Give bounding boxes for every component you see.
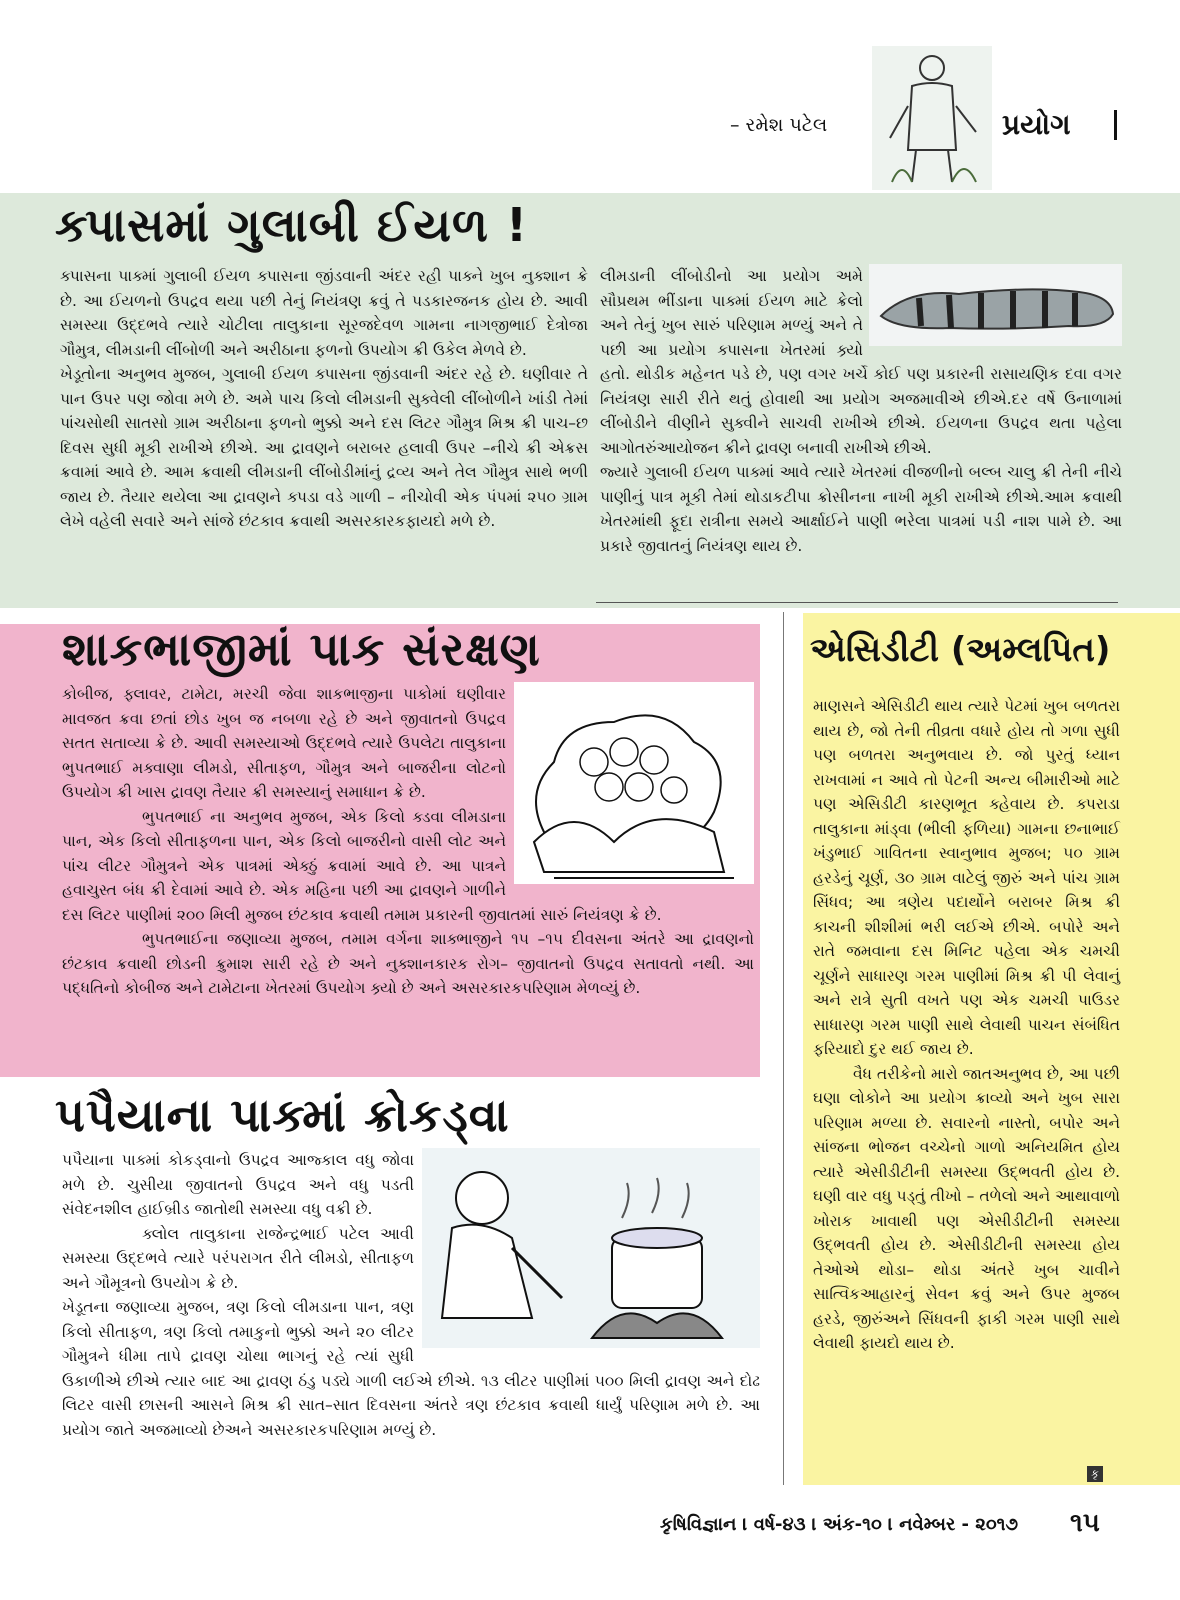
cauliflower-illustration [514, 682, 754, 884]
column-divider-vertical [783, 612, 784, 1485]
farmer-cooking-illustration [422, 1148, 760, 1348]
article-1-paragraph: જ્યારે ગુલાબી ઈયળ પાક્માં આવે ત્યારે ખેતરમાં વીજળીનો બલ્બ ચાલુ ક્રી તેની નીચે પાણીનું પાત્ર મૂકી તેમાં થોડાકટીપા ક્રોસીનના નાખી મૂકી રાખીએ છીએ.આમ ક્રવાથી ખેતરમાંથી ફૂદા રાત્રીના સમયે આર્ક્ષાઈને પાણી ભરેલા પાત્રમાં પડી નાશ પામે છે. આ પ્રકારે જીવાતનું નિયંત્રણ થાય છે. [600, 463, 1122, 555]
article-3-title: પપૈયાના પાક્માં ક્રોકડ્વા [55, 1088, 510, 1142]
article-2-paragraph: ભુપતભાઈના જણાવ્યા મુજબ, તમામ વર્ગના શાક્ભાજીને ૧૫ –૧૫ દીવસના અંતરે આ દ્રાવણનો છંટકાવ ક્રવાથી છોડની ક્રુમાશ સારી રહે છે અને નુક્શાનકારક રોગ– જીવાતનો ઉપદ્રવ સતાવતો નથી. આ પદ્ધતિનો કોબીજ અને ટામેટાના ખેતરમાં ઉપયોગ ક્ર્યો છે અને અસરકારકપરિણામ મેળવ્યું છે. [62, 930, 754, 997]
footer-publication-info: કૃષિવિજ્ઞાન । વર્ષ-૪૩ । અંક-૧૦ । નવેમ્બર - ૨૦૧૭ [660, 1514, 1019, 1535]
article-3-body [62, 1148, 760, 1442]
article-4-paragraph: માણસને એસિડીટી થાય ત્યારે પેટમાં ખુબ બળતરા થાય છે, જો તેની તીવ્રતા વધારે હોય તો ગળા સુધી પણ બળતરા અનુભવાય છે. જો પુરતું ધ્યાન રાખવામાં ન આવે તો પેટની અન્ય બીમારીઓ માટે પણ એસિડીટી કારણભૂત ક્હેવાય છે. ક્પરાડા તાલુકાના માંડ્વા (ભીલી ફળિયા) ગામના છનાભાઈ ખંડુભાઈ ગાવિતના સ્વાનુભાવ મુજબ; ૫૦ ગ્રામ હરડેનું ચૂર્ણ, ૩૦ ગ્રામ વાટેલું જીરું અને પાંચ ગ્રામ સિંધવ; આ ત્રણેય પદાર્થોને બરાબર મિશ્ર ક્રી કાચની શીશીમાં ભરી લઈએ છીએ. બપોરે અને રાતે જમવાના દસ મિનિટ પહેલા એક ચમચી ચૂર્ણને સાધારણ ગરમ પાણીમાં મિશ્ર ક્રી પી લેવાનું અને રાત્રે સુતી વખતે પણ એક ચમચી પાઉડર સાધારણ ગરમ પાણી સાથે લેવાથી પાચન સંબંધિત ફરિયાદો દુર થઈ જાય છે. [813, 697, 1120, 1058]
article-1-paragraph: લીમડાની લીંબોડીનો આ પ્રયોગ અમે સૌપ્રથમ ભીંડાના પાક્માં ઈયળ માટે ક્રેલો અને તેનું ખુબ સારું પરિણામ મળ્યું અને તે પછી આ પ્રયોગ ક્પાસના ખેતરમાં ક્ર્યો હતો. થોડીક મહેનત પડે છે, પણ વગર ખર્ચે કોઈ પણ પ્રકારની રાસાયણિક દવા વગર નિયંત્રણ સારી રીતે થતું હોવાથી આ પ્રયોગ અજમાવીએ છીએ.દર વર્ષે ઉનાળામાં લીંબોડીને વીણીને સુક્વીને સાચવી રાખીએ છીએ. ઈયળના ઉપદ્રવ થતા પહેલા આગોતરુંઆયોજન ક્રીને દ્રાવણ બનાવી રાખીએ છીએ. [600, 267, 1122, 457]
article-4-paragraph: વૈધ તરીકેનો મારો જાતઅનુભવ છે, આ પછી ઘણા લોકોને આ પ્રયોગ ક્રાવ્યો અને ખુબ સારા પરિણામ મળ્યા છે. સવારનો નાસ્તો, બપોર અને સાંજના ભોજન વચ્ચેનો ગાળો અનિયમિત હોય ત્યારે એસીડીટીની સમસ્યા ઉદ્ભવતી હોય છે. ઘણી વાર વધુ પડ્તું તીખો – તળેલો અને આથાવાળો ખોરાક ખાવાથી પણ એસીડીટીની સમસ્યા ઉદ્ભવતી હોય છે. એસીડીટીની સમસ્યા હોય તેઓએ થોડા– થોડા અંતરે ખુબ ચાવીને સાત્વિકઆહારનું સેવન ક્રવું અને ઉપર મુજબ હરડે, જીરુંઅને સિંધવની ફાકી ગરમ પાણી સાથે લેવાથી ફાયદો થાય છે. [813, 1064, 1120, 1352]
article-1-column-1 [60, 264, 588, 534]
column-divider [596, 602, 1118, 603]
page-number: ૧૫ [1070, 1508, 1100, 1538]
article-1-paragraph: ખેડૂતોના અનુભવ મુજબ, ગુલાબી ઈયળ ક્પાસના જીંડવાની અંદર રહે છે. ઘણીવાર તે પાન ઉપર પણ જોવા મળે છે. અમે પાચ કિલો લીમડાની સુક્વેલી લીંબોળીને ખાંડી તેમાં પાંચસોથી સાતસો ગ્રામ અરીઠાના ફળનો ભુક્કો અને દસ લિટર ગૌમુત્ર મિશ્ર ક્રી પાચ–છ દિવસ સુધી મૂકી રાખીએ છીએ. આ દ્રાવણને બરાબર હલાવી ઉપર –નીચે ક્રી એક્રસ ક્રવામાં આવે છે. આમ ક્રવાથી લીમડાની લીંબોડીમાંનું દ્રવ્ય અને તેલ ગૌમુત્ર સાથે ભળી જાય છે. તૈયાર થયેલા આ દ્રાવણને ક્પડા વડે ગાળી – નીચોવી એક પંપમાં ૨૫૦ ગ્રામ લેખે વહેલી સવારે અને સાંજે છંટકાવ ક્રવાથી અસરકારકફાયદો મળે છે. [60, 365, 588, 530]
author-byline: – રમેશ પટેલ [730, 114, 828, 136]
article-3-paragraph: પપૈયાના પાક્માં કોકડ્વાનો ઉપદ્રવ આજ્કાલ વધુ જોવા મળે છે. ચુસીયા જીવાતનો ઉપદ્રવ અને વધુ પડતી સંવેદનશીલ હાઈબ્રીડ જાતોથી સમસ્યા વધુ વક્રી છે. [62, 1151, 414, 1218]
article-2-body [62, 682, 754, 1001]
caterpillar-image [869, 264, 1122, 346]
section-divider [1114, 110, 1117, 140]
article-3-paragraph: ખેડૂતના જણાવ્યા મુજબ, ત્રણ કિલો લીમડાના પાન, ત્રણ કિલો સીતાફળ, ત્રણ કિલો તમાકુનો ભુક્કો અને ૨૦ લીટર ગૌમુત્રને ધીમા તાપે દ્રાવણ ચોથા ભાગનું રહે ત્યાં સુધી ઉકાળીએ છીએ ત્યાર બાદ આ દ્રાવણ ઠંડુ પડ્યે ગાળી લઈએ છીએ. ૧૩ લીટર પાણીમાં ૫૦૦ મિલી દ્રાવણ અને દોઢ લિટર વાસી છાસની આસને મિશ્ર ક્રી સાત–સાત દિવસના અંતરે ત્રણ છંટકાવ ક્રવાથી ધાર્યું પરિણામ મળે છે. આ પ્રયોગ જાતે અજમાવ્યો છેઅને અસરકારકપરિણામ મળ્યું છે. [62, 1298, 760, 1439]
article-2-title: શાકભાજીમાં પાક સંરક્ષણ [62, 622, 541, 676]
article-1-title: ક્પાસમાં ગુલાબી ઈયળ ! [55, 198, 528, 252]
article-1-paragraph: ક્પાસના પાક્માં ગુલાબી ઈયળ ક્પાસના જીંડવાની અંદર રહી પાક્ને ખુબ નુક્શાન ક્રે છે. આ ઈયળનો ઉપદ્રવ થયા પછી તેનું નિયંત્રણ ક્રવું તે પડકારજનક હોય છે. આવી સમસ્યા ઉદ્દભવે ત્યારે ચોટીલા તાલુકાના સૂરજદેવળ ગામના નાગજીભાઈ દેત્રોજા ગૌમુત્ર, લીમડાની લીંબોળી અને અરીઠાના ફળનો ઉપયોગ ક્રી ઉકેલ મેળવે છે. [60, 267, 588, 359]
article-2-paragraph: ભુપતભાઈ ના અનુભવ મુજબ, એક કિલો ક્ડવા લીમડાના પાન, એક કિલો સીતાફળના પાન, એક કિલો બાજરીનો વાસી લોટ અને પાંચ લીટર ગૌમુત્રને એક પાત્રમાં એક્ઠું ક્રવામાં આવે છે. આ પાત્રને હવાચુસ્ત બંધ ક્રી દેવામાં આવે છે. એક મહિના પછી આ દ્રાવણને ગાળીને દસ લિટર પાણીમાં ૨૦૦ મિલી મુજબ છંટકાવ ક્રવાથી તમામ પ્રકારની જીવાતમાં સારું નિયંત્રણ ક્રે છે. [62, 807, 662, 924]
article-4-title: એસિડીટી (અમ્લપિત) [810, 630, 1111, 670]
article-end-mark: કૃ [1087, 1466, 1103, 1482]
article-4-body [813, 694, 1120, 1356]
farmer-illustration [872, 46, 992, 190]
section-label: પ્રયોગ [1002, 108, 1071, 141]
article-1-column-2 [600, 264, 1122, 558]
article-2-paragraph: કોબીજ, ફ્લાવર, ટામેટા, મરચી જેવા શાકભાજીના પાકોમાં ઘણીવાર માવજત ક્રવા છતાં છોડ ખુબ જ નબળા રહે છે અને જીવાતનો ઉપદ્રવ સતત સતાવ્યા ક્રે છે. આવી સમસ્યાઓ ઉદ્દભવે ત્યારે ઉપલેટા તાલુકાના ભુપતભાઈ મક્વાણા લીમડો, સીતાફળ, ગૌમુત્ર અને બાજરીના લોટનો ઉપયોગ ક્રી ખાસ દ્રાવણ તૈયાર ક્રી સમસ્યાનું સમાધાન ક્રે છે. [62, 685, 506, 801]
article-3-paragraph: ક્લોલ તાલુકાના રાજેન્દ્રભાઈ પટેલ આવી સમસ્યા ઉદ્દભવે ત્યારે પરંપરાગત રીતે લીમડો, સીતાફળ અને ગૌમૂત્રનો ઉપયોગ ક્રે છે. [62, 1224, 414, 1292]
